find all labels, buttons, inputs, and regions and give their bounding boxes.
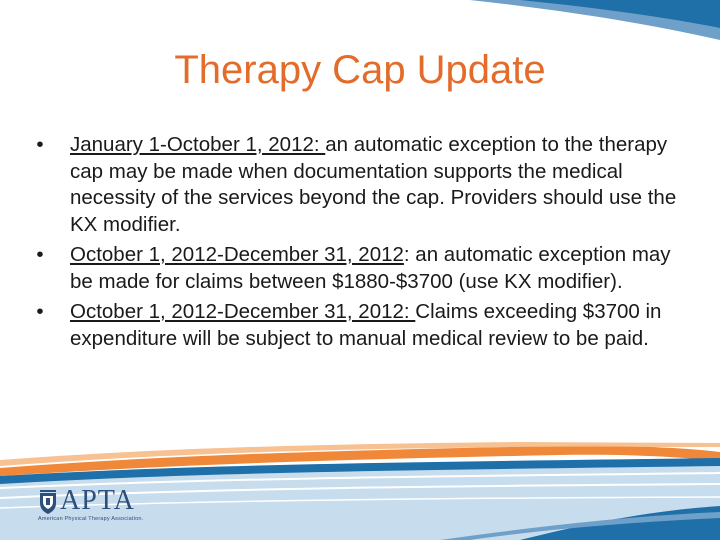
bullet-item bbox=[30, 132, 690, 238]
bullet-date-range: January 1-October 1, 2012: bbox=[70, 133, 326, 156]
bullet-text: Claims exceeding $3700 in expenditure will be subject to manual medical review to be paid. bbox=[70, 300, 662, 350]
logo-subtitle: American Physical Therapy Association. bbox=[38, 516, 144, 522]
bullet-item bbox=[30, 242, 690, 295]
bullet-date-range: October 1, 2012-December 31, 2012: bbox=[70, 300, 416, 323]
bullet-marker: • bbox=[36, 133, 44, 156]
bullet-item bbox=[30, 299, 690, 352]
bullet-date-range: October 1, 2012-December 31, 2012 bbox=[70, 243, 404, 266]
apta-emblem-icon bbox=[38, 489, 58, 515]
bullet-marker: • bbox=[36, 300, 44, 323]
bullet-marker: • bbox=[36, 243, 44, 266]
bullet-text: : an automatic exception may be made for claims between $1880-$3700 (use KX modifier). bbox=[70, 243, 671, 293]
apta-logo bbox=[38, 487, 178, 527]
slide-title: Therapy Cap Update bbox=[174, 48, 546, 92]
bullet-text: an automatic exception to the therapy cap may be made when documentation supports the medical necessity of the services beyond the cap. Providers should use the KX modifier. bbox=[70, 133, 677, 236]
bullet-list bbox=[30, 132, 690, 356]
logo-wordmark: APTA bbox=[60, 485, 135, 516]
